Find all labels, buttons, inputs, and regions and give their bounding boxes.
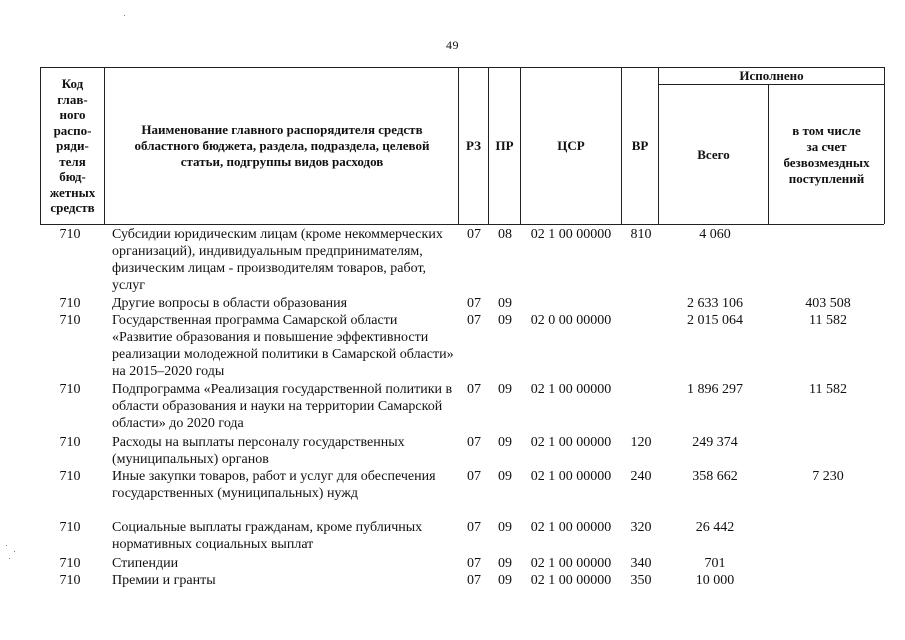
header-code-line: ного [59,107,86,123]
row-name: Премии и гранты [112,573,216,588]
header-vr: ВР [631,138,649,153]
header-code-line: бюд- [59,169,86,185]
row-vr: 350 [630,573,652,588]
header-total: Всего [697,146,730,162]
row-rz: 07 [467,227,481,242]
header-csr: ЦСР [557,138,585,153]
header-free-line: за счет [806,138,847,154]
row-rz: 07 [467,520,481,535]
row-code: 710 [59,227,81,242]
scan-speck [124,15,125,16]
row-total: 358 662 [692,469,738,484]
row-vr: 320 [630,520,652,535]
row-csr: 02 1 00 00000 [530,573,612,588]
row-total: 26 442 [695,520,735,535]
row-rz: 07 [467,313,481,328]
header-divider [884,67,885,224]
row-rz: 07 [467,556,481,571]
row-vr: 240 [630,469,652,484]
row-pr: 08 [498,227,512,242]
row-vr: 340 [630,556,652,571]
scan-speck [9,558,10,559]
row-free: 7 230 [812,469,844,484]
row-rz: 07 [467,469,481,484]
header-bottom-rule [40,224,884,225]
row-name: Стипендии [112,556,179,571]
row-name: Субсидии юридическим лицам (кроме некоммерческих организаций), индивидуальным предпринимателям, физическим лицам - производителям товаров, работ, услуг [112,227,443,293]
row-pr: 09 [498,573,512,588]
row-free: 11 582 [809,313,847,328]
row-name: Государственная программа Самарской области «Развитие образования и повышение эффективности реализации молодежной политики в Самарской области» на 2015–2020 годы [112,313,454,379]
row-csr: 02 1 00 00000 [530,382,612,397]
header-divider [104,67,105,224]
row-code: 710 [59,296,81,311]
row-csr: 02 1 00 00000 [530,227,612,242]
row-csr: 02 1 00 00000 [530,435,612,450]
row-code: 710 [59,435,81,450]
row-pr: 09 [498,469,512,484]
header-free-line: в том числе [792,122,861,138]
row-name: Другие вопросы в области образования [112,296,348,311]
header-rz: РЗ [466,138,481,153]
row-total: 2 015 064 [687,313,743,328]
row-csr: 02 1 00 00000 [530,469,612,484]
row-pr: 09 [498,313,512,328]
row-name: Иные закупки товаров, работ и услуг для обеспечения государственных (муниципальных) нужд [112,469,436,501]
page-number: 49 [446,38,459,52]
row-pr: 09 [498,435,512,450]
row-vr: 810 [630,227,652,242]
header-code-line: ряди- [56,138,89,154]
row-total: 249 374 [692,435,738,450]
row-code: 710 [59,573,81,588]
header-code-line: средств [50,200,95,216]
row-total: 2 633 106 [687,296,743,311]
header-code-line: распо- [53,122,92,138]
header-free [769,85,884,224]
row-code: 710 [59,313,81,328]
header-free-line: поступлений [788,170,865,186]
row-code: 710 [59,469,81,484]
row-csr: 02 1 00 00000 [530,556,612,571]
scan-speck [14,551,15,552]
row-name: Расходы на выплаты персоналу государственных (муниципальных) органов [112,435,405,467]
header-code-line: глав- [57,91,88,107]
row-csr: 02 0 00 00000 [530,313,612,328]
row-rz: 07 [467,573,481,588]
row-pr: 09 [498,520,512,535]
row-pr: 09 [498,556,512,571]
row-total: 4 060 [699,227,731,242]
row-code: 710 [59,556,81,571]
row-vr: 120 [630,435,652,450]
row-rz: 07 [467,382,481,397]
header-executed: Исполнено [739,68,804,83]
row-csr: 02 1 00 00000 [530,520,612,535]
header-code-line: жетных [49,184,96,200]
row-code: 710 [59,520,81,535]
row-total: 1 896 297 [687,382,743,397]
header-code-line: теля [59,153,86,169]
row-code: 710 [59,382,81,397]
row-name: Социальные выплаты гражданам, кроме публичных нормативных социальных выплат [112,520,423,552]
row-total: 10 000 [695,573,735,588]
row-pr: 09 [498,296,512,311]
row-rz: 07 [467,435,481,450]
row-pr: 09 [498,382,512,397]
scan-speck [6,545,7,546]
row-rz: 07 [467,296,481,311]
header-name: Наименование главного распорядителя средств областного бюджета, раздела, подраздела, целевой статьи, подгруппы видов расходов [134,122,430,169]
row-free: 11 582 [809,382,847,397]
row-free: 403 508 [805,296,851,311]
header-pr: ПР [495,138,514,153]
header-free-line: безвозмездных [783,154,870,170]
row-total: 701 [704,556,726,571]
row-name: Подпрограмма «Реализация государственной политики в области образования и науки на территории Самарской области» до 2020 года [112,382,453,431]
header-code-line: Код [61,76,84,92]
header-code [41,68,104,224]
